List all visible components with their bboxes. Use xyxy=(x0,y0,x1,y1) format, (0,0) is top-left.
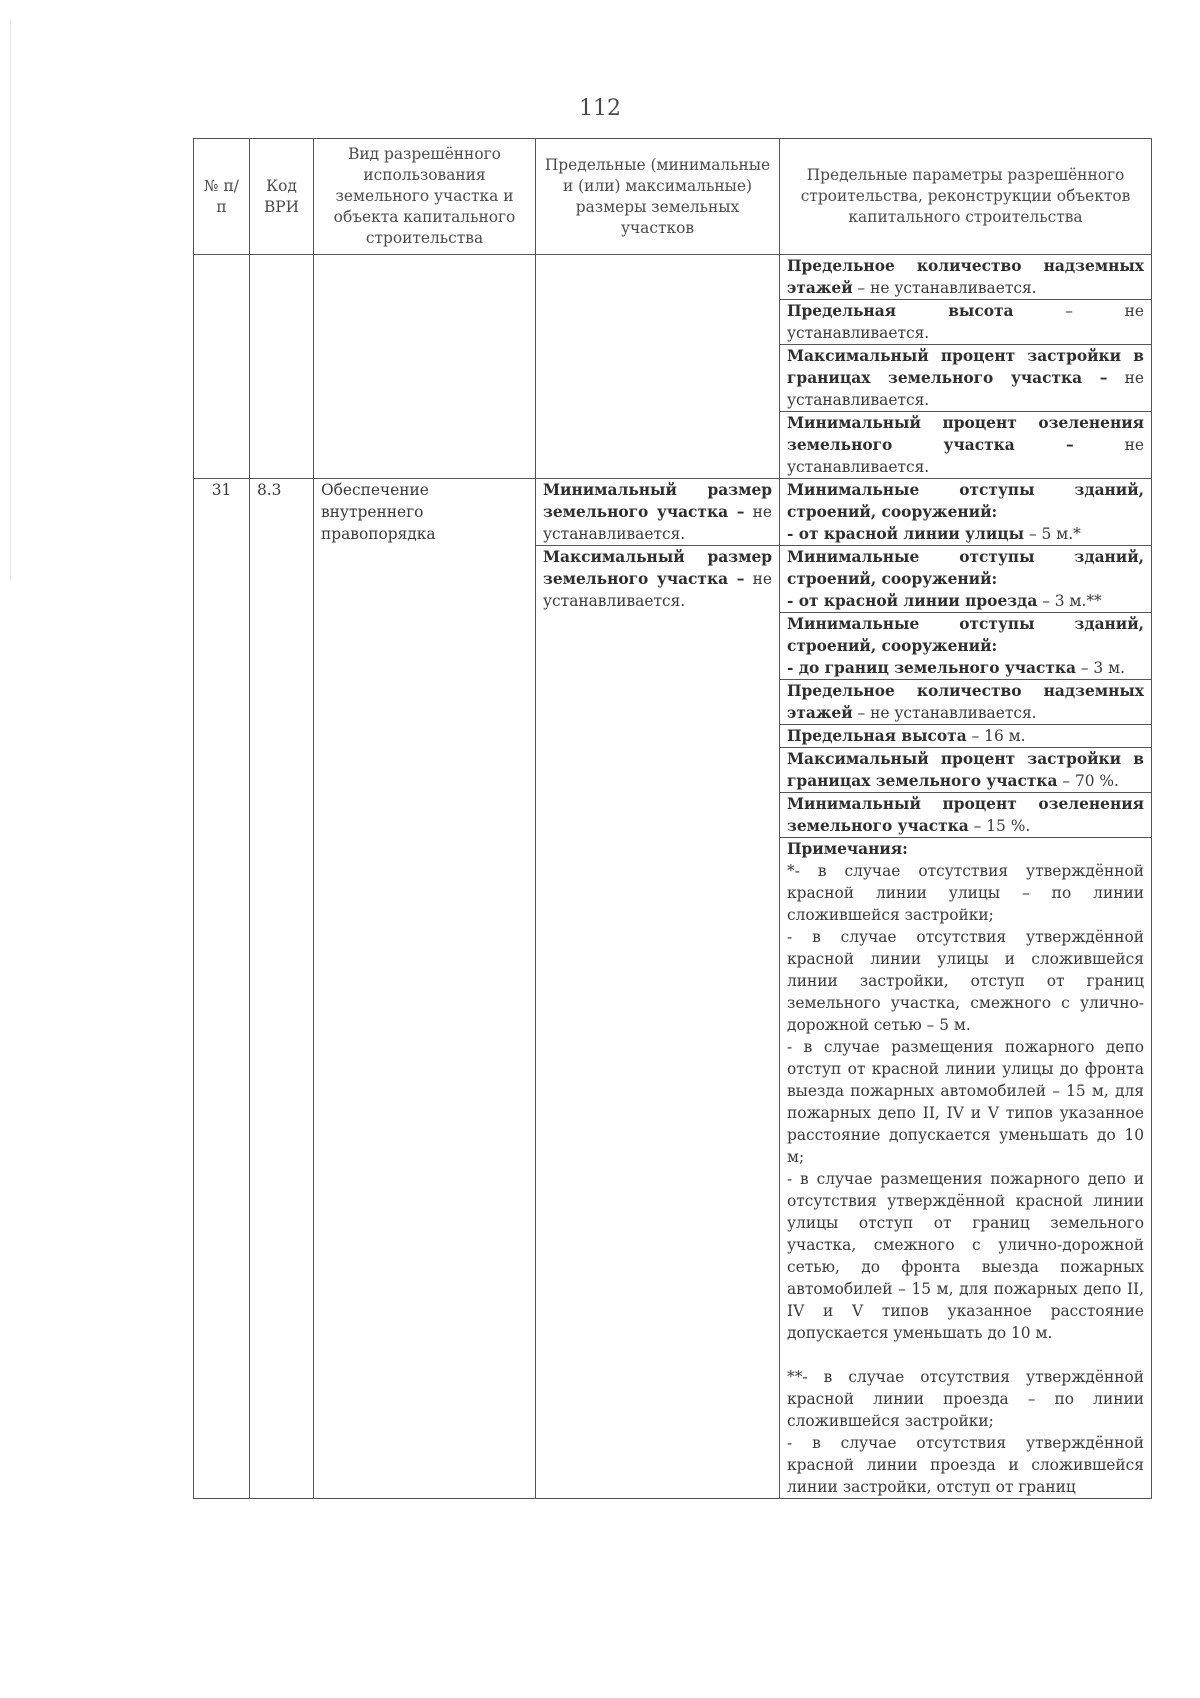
header-permitted-use: Вид разрешённого использования земельного участка и объекта капитального строительства xyxy=(314,139,536,255)
size-label: Минимальный размер земельного участка – xyxy=(543,481,772,521)
param-label: Предельное количество надземных этажей xyxy=(787,682,1144,722)
row-code: 8.3 xyxy=(250,479,314,1499)
param-cell xyxy=(780,613,1152,680)
header-plot-sizes: Предельные (минимальные и (или) максимальные) размеры земельных участков xyxy=(536,139,780,255)
cont-num-cell xyxy=(194,255,250,479)
param-label: Максимальный процент застройки в границах земельного участка – xyxy=(787,347,1144,387)
table-header-row xyxy=(194,139,1152,255)
note-paragraph: - в случае отсутствия утверждённой красной линии улицы и сложившейся линии застройки, отступ от границ земельного участка, смежного с улично-дорожной сетью – 5 м. xyxy=(787,928,1144,1034)
param-value: не устанавливается. xyxy=(787,436,1145,476)
param-cell xyxy=(780,793,1152,838)
param-sublabel: - от красной линии улицы xyxy=(787,525,1025,543)
param-cell xyxy=(780,345,1152,412)
param-label: Минимальный процент озеленения земельного участка – xyxy=(787,414,1144,454)
param-value: – 16 м. xyxy=(966,727,1026,745)
note-paragraph: *- в случае отсутствия утверждённой красной линии улицы – по линии сложившейся застройки; xyxy=(787,862,1144,924)
notes-cell xyxy=(780,838,1152,1499)
param-cell xyxy=(780,412,1152,479)
size-cell xyxy=(536,546,780,1499)
param-value: – 3 м.** xyxy=(1037,592,1102,610)
table-row xyxy=(194,255,1152,300)
param-label: Максимальный процент застройки в границах земельного участка xyxy=(787,750,1144,790)
param-value: – не устанавливается. xyxy=(852,279,1037,297)
header-construction-params: Предельные параметры разрешённого строительства, реконструкции объектов капитального строительства xyxy=(780,139,1152,255)
page-number: 112 xyxy=(579,96,621,121)
param-value: не устанавливается. xyxy=(787,369,1144,409)
note-paragraph: **- в случае отсутствия утверждённой красной линии проезда – по линии сложившейся застройки; xyxy=(787,1368,1144,1430)
note-spacer xyxy=(787,1344,1144,1366)
cont-code-cell xyxy=(250,255,314,479)
row-number: 31 xyxy=(194,479,250,1499)
size-cell xyxy=(536,479,780,546)
note-paragraph: - в случае отсутствия утверждённой красной линии проезда и сложившейся линии застройки, отступ от границ xyxy=(787,1434,1144,1496)
param-label: Предельная высота xyxy=(787,727,967,745)
param-sublabel: - от красной линии проезда xyxy=(787,592,1038,610)
param-value: – 70 %. xyxy=(1057,772,1119,790)
notes-title: Примечания: xyxy=(787,840,908,858)
regulations-table xyxy=(193,138,1152,1499)
param-sublabel: - до границ земельного участка xyxy=(787,659,1076,677)
param-label: Минимальные отступы зданий, строений, сооружений: xyxy=(787,615,1144,655)
param-label: Предельное количество надземных этажей xyxy=(787,257,1144,297)
param-cell xyxy=(780,479,1152,546)
param-value: – не устанавливается. xyxy=(787,302,1144,342)
param-label: Минимальный процент озеленения земельного участка xyxy=(787,795,1144,835)
cont-use-cell xyxy=(314,255,536,479)
param-cell xyxy=(780,546,1152,613)
header-code: Код ВРИ xyxy=(250,139,314,255)
param-value: – 3 м. xyxy=(1075,659,1125,677)
param-value: – 5 м.* xyxy=(1024,525,1081,543)
note-paragraph: - в случае размещения пожарного депо отступ от красной линии улицы до фронта выезда пожарных автомобилей – 15 м, для пожарных депо II, IV и V типов указанное расстояние допускается уменьшать до 10 м; xyxy=(787,1038,1144,1166)
param-cell xyxy=(780,680,1152,725)
param-label: Предельная высота xyxy=(787,302,1014,320)
size-value: не устанавливается. xyxy=(543,503,772,543)
table-row xyxy=(194,479,1152,546)
size-value: не устанавливается. xyxy=(543,570,772,610)
size-label: Максимальный размер земельного участка – xyxy=(543,548,772,588)
param-cell xyxy=(780,725,1152,748)
param-value: – 15 %. xyxy=(968,817,1031,835)
row-permitted-use: Обеспечение внутреннего правопорядка xyxy=(314,479,536,1499)
param-cell xyxy=(780,300,1152,345)
param-label: Минимальные отступы зданий, строений, сооружений: xyxy=(787,548,1144,588)
param-value: – не устанавливается. xyxy=(852,704,1037,722)
param-cell xyxy=(780,748,1152,793)
param-cell xyxy=(780,255,1152,300)
note-paragraph: - в случае размещения пожарного депо и отсутствия утверждённой красной линии улицы отступ от границ земельного участка, смежного с улично-дорожной сетью, до фронта выезда пожарных автомобилей – 15 м, для пожарных депо II, IV и V типов указанное расстояние допускается уменьшать до 10 м. xyxy=(787,1170,1144,1342)
header-number: № п/п xyxy=(194,139,250,255)
param-label: Минимальные отступы зданий, строений, сооружений: xyxy=(787,481,1144,521)
cont-sizes-cell xyxy=(536,255,780,479)
